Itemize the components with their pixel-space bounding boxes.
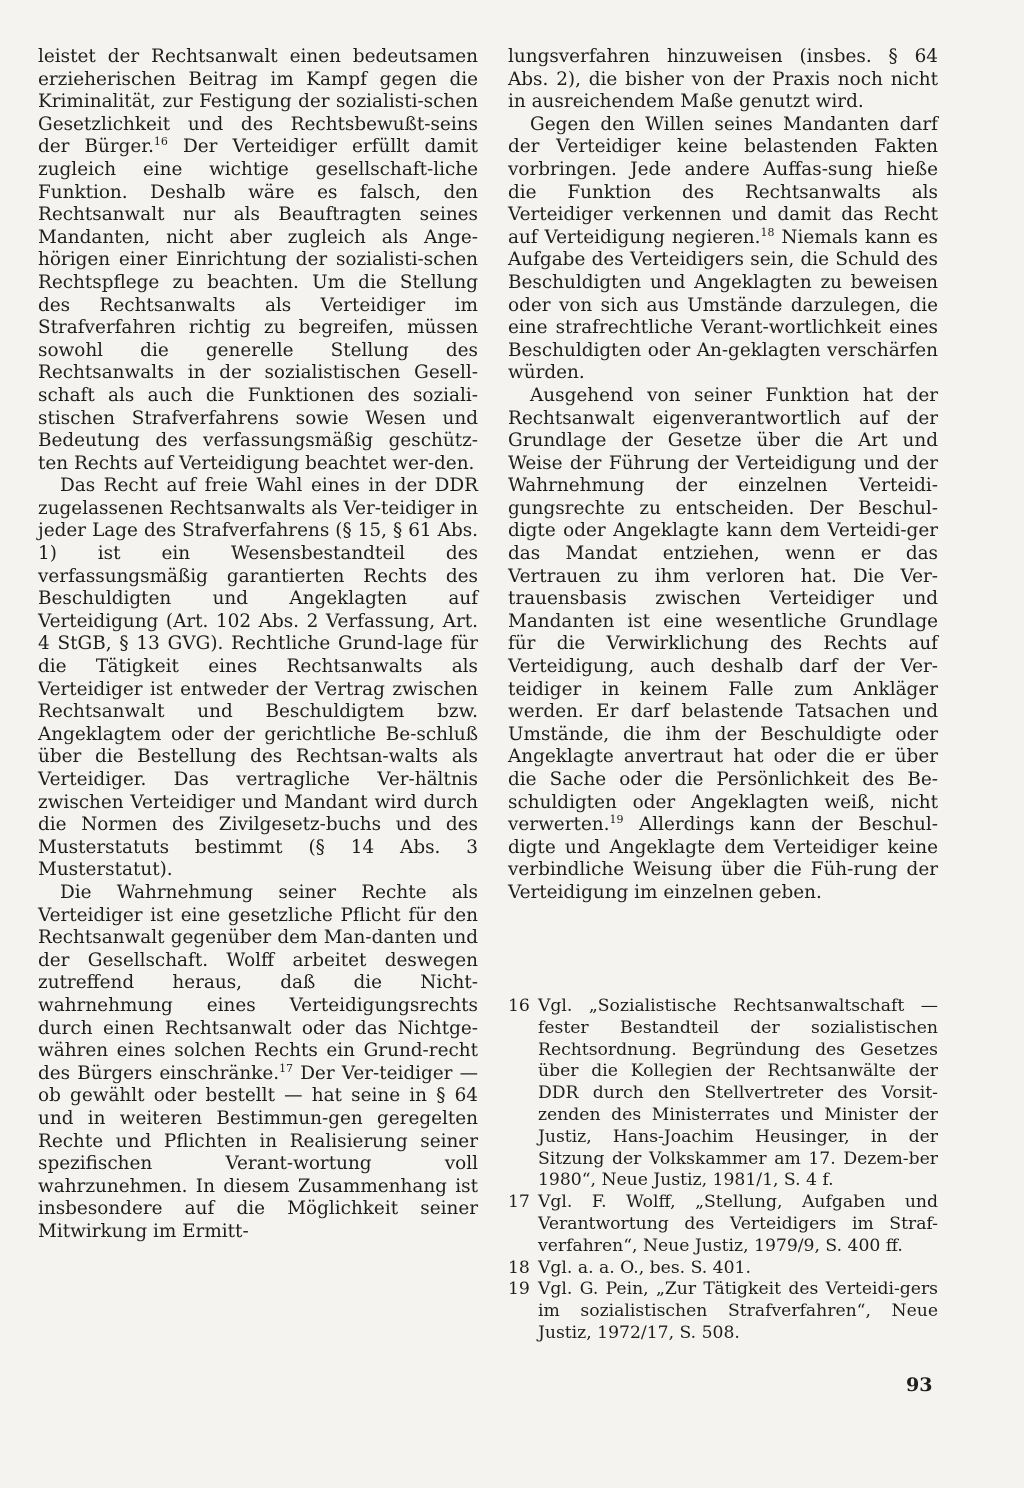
footnote-16 [508, 996, 938, 1192]
paragraph-text: Die Wahrnehmung seiner Rechte als Verteidiger ist eine gesetzliche Pflicht für den Rechtsanwalt gegenüber dem Man-danten und der Gesellschaft. Wolff arbeitet deswegen zutreffend heraus, daß die Nicht-wahrnehmung eines Verteidigungsrechts durch einen Rechtsanwalt oder das Nichtge-währen eines solchen Rechts ein Grund-recht des Bürgers einschränke. [38, 881, 478, 1084]
paragraph-text: Allerdings kann der Beschul-digte und Angeklagte dem Verteidiger keine verbindliche Weisung über die Füh-rung der Verteidigung im einzelnen geben. [508, 814, 938, 903]
footnote-number: 19 [508, 1279, 530, 1300]
paragraph-text: leistet der Rechtsanwalt einen bedeutsamen erzieherischen Beitrag im Kampf gegen die Kriminalität, zur Festigung der sozialisti-schen Gesetzlichkeit und des Rechtsbewußt-seins der Bürger. [38, 46, 478, 158]
footnote-number: 16 [508, 996, 530, 1016]
paragraph: lungsverfahren hinzuweisen (insbes. § 64 Abs. 2), die bisher von der Praxis noch nicht in ausreichendem Maße genutzt wird. [508, 46, 938, 113]
footnote-17 [508, 1192, 938, 1257]
footnote-19 [508, 1279, 938, 1344]
paragraph [38, 46, 478, 475]
footnote-ref[interactable]: 19 [609, 813, 624, 827]
right-column [508, 46, 938, 905]
footnote-number: 18 [508, 1257, 530, 1278]
footnote-ref[interactable]: 17 [279, 1061, 294, 1075]
paragraph-text: Gegen den Willen seines Mandanten darf der Verteidiger keine belastenden Fakten vorbringen. Jede andere Auffas-sung hieße die Funktion des Rechtsanwalts als Verteidiger verkennen und damit das Recht auf Verteidigung negieren. [508, 113, 938, 248]
paragraph-text: Niemals kann es Aufgabe des Verteidigers sein, die Schuld des Beschuldigten und Angeklagten zu beweisen oder von sich aus Umstände darzulegen, die eine strafrechtliche Verant-wortlichkeit eines Beschuldigten oder An-geklagten verschärfen würden. [508, 226, 938, 384]
footnote-text: Vgl. G. Pein, „Zur Tätigkeit des Verteidi-gers im sozialistischen Strafverfahren“, Neue Justiz, 1972/17, S. 508. [538, 1279, 938, 1343]
paragraph: Das Recht auf freie Wahl eines in der DDR zugelassenen Rechtsanwalts als Ver-teidiger in jeder Lage des Strafverfahrens (§ 15, § 61 Abs. 1) ist ein Wesensbestandteil des verfassungsmäßig garantierten Rechts des Beschuldigten und Angeklagten auf Verteidigung (Art. 102 Abs. 2 Verfassung, Art. 4 StGB, § 13 GVG). Rechtliche Grund-lage für die Tätigkeit eines Rechtsanwalts als Verteidiger ist entweder der Vertrag zwischen Rechtsanwalt und Beschuldigtem bzw. Angeklagtem oder der gerichtliche Be-schluß über die Bestellung des Rechtsan-walts als Verteidiger. Das vertragliche Ver-hältnis zwischen Verteidiger und Mandant wird durch die Normen des Zivilgesetz-buchs und des Musterstatuts bestimmt (§ 14 Abs. 3 Musterstatut). [38, 475, 478, 881]
paragraph-text: Der Ver-teidiger — ob gewählt oder bestellt — hat seine in § 64 und in weiteren Bestimmun-gen geregelten Rechte und Pflichten in Realisierung seiner spezifischen Verant-wortung voll wahrzunehmen. In diesem Zusammenhang ist insbesondere auf die Möglichkeit seiner Mitwirkung im Ermitt- [38, 1062, 478, 1242]
footnote-text: Vgl. a. a. O., bes. S. 401. [538, 1257, 751, 1278]
footnote-text: Vgl. F. Wolff, „Stellung, Aufgaben und Verantwortung des Verteidigers im Straf-verfahren“, Neue Justiz, 1979/9, S. 400 ff. [538, 1192, 938, 1256]
footnotes [508, 996, 938, 1345]
page-number: 93 [906, 1374, 933, 1396]
paragraph [38, 882, 478, 1244]
left-column [38, 46, 478, 1243]
paragraph-text: Ausgehend von seiner Funktion hat der Rechtsanwalt eigenverantwortlich auf der Grundlage der Gesetze über die Art und Weise der Führung der Verteidigung und der Wahrnehmung der einzelnen Verteidi-gungsrechte zu entscheiden. Der Beschul-digte oder Angeklagte kann dem Verteidi-ger das Mandat entziehen, wenn er das Vertrauen zu ihm verloren hat. Die Ver-trauensbasis zwischen Verteidiger und Mandanten ist eine wesentliche Grundlage für die Verwirklichung des Rechts auf Verteidigung, auch deshalb darf der Ver-teidiger in keinem Falle zum Ankläger werden. Er darf belastende Tatsachen und Umstände, die ihm der Beschuldigte oder Angeklagte anvertraut hat oder die er über die Sache oder die Persönlichkeit des Be-schuldigten oder Angeklagten weiß, nicht verwerten. [508, 384, 938, 836]
footnote-18 [508, 1258, 938, 1280]
paragraph [508, 114, 938, 385]
footnote-ref[interactable]: 18 [760, 225, 775, 239]
paragraph-text: Der Verteidiger erfüllt damit zugleich eine wichtige gesellschaft-liche Funktion. Deshalb wäre es falsch, den Rechtsanwalt nur als Beauftragten seines Mandanten, nicht aber zugleich als Ange-hörigen einer Einrichtung der sozialisti-schen Rechtspflege zu beachten. Um die Stellung des Rechtsanwalts als Verteidiger im Strafverfahren richtig zu begreifen, müssen sowohl die generelle Stellung des Rechtsanwalts in der sozialistischen Gesell-schaft als auch die Funktionen des soziali-stischen Strafverfahrens sowie Wesen und Bedeutung des verfassungsmäßig geschütz-ten Rechts auf Verteidigung beachtet wer-den. [38, 136, 478, 474]
footnote-number: 17 [508, 1192, 530, 1213]
footnote-ref[interactable]: 16 [153, 135, 168, 149]
footnote-text: Vgl. „Sozialistische Rechtsanwaltschaft — fester Bestandteil der sozialistischen Rechtsordnung. Begründung des Gesetzes über die Kollegien der Rechtsanwälte der DDR durch den Stellvertreter des Vorsit-zenden des Ministerrates und Minister der Justiz, Hans-Joachim Heusinger, in der Sitzung der Volkskammer am 17. Dezem-ber 1980“, Neue Justiz, 1981/1, S. 4 f. [538, 996, 938, 1191]
paragraph [508, 385, 938, 905]
